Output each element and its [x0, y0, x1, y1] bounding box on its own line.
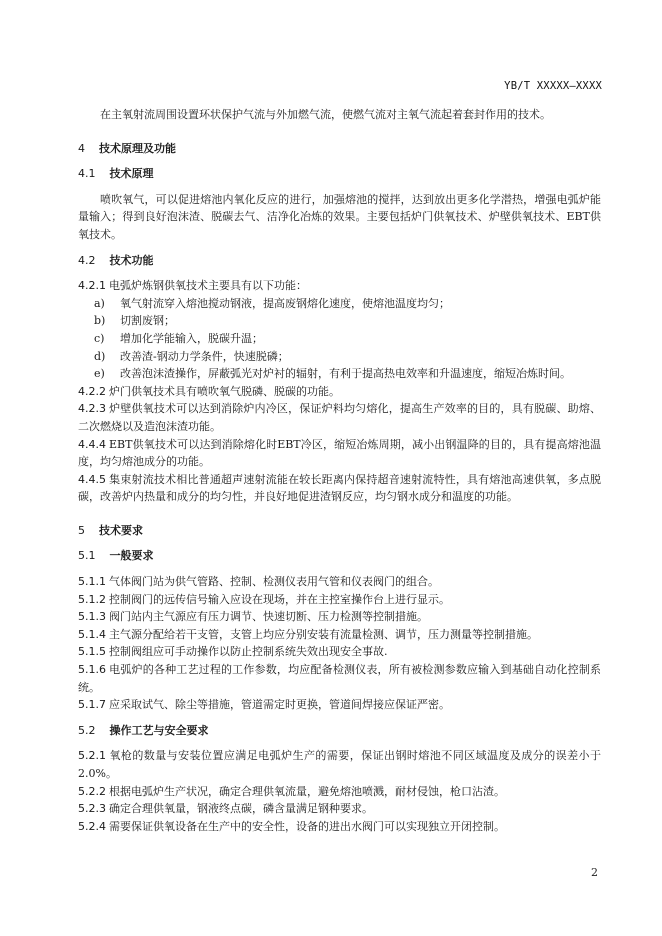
- intro-paragraph: 在主氧射流周围设置环状保护气流与外加燃气流，使燃气流对主氧气流起着套封作用的技术。: [100, 108, 551, 121]
- clause-text: 炉门供氧技术具有喷吹氧气脱磷、脱碳的功能。: [109, 384, 340, 398]
- section-5-heading: [78, 522, 601, 540]
- clause: [78, 436, 601, 471]
- clause: [78, 383, 601, 401]
- clause-number: 5.2.4: [78, 819, 106, 833]
- section-title: 一般要求: [109, 549, 154, 563]
- standard-code: YB/T XXXXX—XXXX: [504, 80, 602, 92]
- clause: [78, 626, 601, 644]
- section-title: 操作工艺与安全要求: [109, 723, 209, 737]
- section-4-1-text: 喷吹氧气，可以促进熔池内氧化反应的进行，加强熔池的搅拌，达到放出更多化学潜热，增强电弧炉能量输入；得到良好泡沫渣、脱碳去气、洁净化冶炼的效果。主要包括炉门供氧技术、炉壁供氧技术、EBT供氧技术。: [78, 192, 601, 241]
- clause: [78, 573, 601, 591]
- clause: [78, 471, 601, 506]
- list-text: 增加化学能输入，脱碳升温；: [120, 331, 263, 345]
- section-4-1-heading: [78, 165, 601, 183]
- list-item: [78, 330, 601, 348]
- clause: [78, 277, 601, 295]
- section-number: 4.1: [78, 167, 96, 181]
- clause-text: 电弧炉的各种工艺过程的工作参数，均应配备检测仪表，所有被检测参数应输入到基础自动化控制系统。: [78, 663, 601, 694]
- clause: [78, 818, 601, 836]
- clause: [78, 800, 601, 818]
- list-item: [78, 295, 601, 313]
- section-number: 4.2: [78, 253, 96, 267]
- clause: [78, 661, 601, 696]
- clause-text: 气体阀门站为供气管路、控制、检测仪表用气管和仪表阀门的组合。: [109, 575, 439, 589]
- clause-number: 4.2.1: [78, 279, 106, 293]
- clause-text: 确定合理供氧量，钢液终点碳，磷含量满足钢种要求。: [109, 802, 373, 816]
- clause-text: 电弧炉炼钢供氧技术主要具有以下功能：: [109, 279, 307, 293]
- list-marker: a): [94, 296, 105, 310]
- section-number: 4: [78, 141, 85, 155]
- document-body: [78, 106, 601, 835]
- section-title: 技术功能: [109, 253, 154, 267]
- clause-number: 5.1.2: [78, 592, 106, 606]
- clause: [78, 747, 601, 782]
- clause-text: EBT供氧技术可以达到消除熔化时EBT冷区，缩短冶炼周期，减小出钢温降的目的，具有提高熔池温度，均匀熔池成分的功能。: [78, 437, 601, 469]
- section-5-2-heading: [78, 722, 601, 740]
- clause-text: 控制阀组应可手动操作以防止控制系统失效出现安全事故.: [109, 645, 388, 659]
- page-number: 2: [591, 866, 598, 879]
- clause-text: 应采取试气、除尘等措施，管道需定时更换，管道间焊接应保证严密。: [109, 698, 450, 712]
- clause: [78, 400, 601, 435]
- clause-number: 5.1.6: [78, 663, 106, 677]
- list-marker: b): [94, 314, 106, 328]
- clause-number: 5.2.3: [78, 802, 106, 816]
- section-number: 5: [78, 523, 85, 537]
- list-item: [78, 312, 601, 330]
- clause-number: 5.1.5: [78, 645, 106, 659]
- list-marker: e): [94, 367, 105, 381]
- clause: [78, 783, 601, 801]
- section-title: 技术原理及功能: [99, 141, 176, 155]
- clause-text: 集束射流技术相比普通超声速射流能在较长距离内保持超音速射流特性，具有熔池高速供氧，多点脱碳，改善炉内热量和成分的均匀性，并良好地促进渣钢反应，均匀钢水成分和温度的功能。: [78, 472, 601, 504]
- clause-text: 氧枪的数量与安装位置应满足电弧炉生产的需要，保证出钢时熔池不同区域温度及成分的误差小于2.0%。: [78, 749, 601, 780]
- list-item: [78, 348, 601, 366]
- list-text: 改善泡沫渣操作，屏蔽弧光对炉衬的辐射，有利于提高热电效率和升温速度，缩短冶炼时间。: [120, 367, 571, 381]
- clause-text: 阀门站内主气源应有压力调节、快速切断、压力检测等控制措施。: [109, 610, 428, 624]
- clause-number: 5.2.2: [78, 784, 106, 798]
- clause: [78, 696, 601, 714]
- section-title: 技术原理: [109, 167, 154, 181]
- section-4-heading: [78, 140, 601, 158]
- clause-number: 5.1.3: [78, 610, 106, 624]
- clause-text: 炉壁供氧技术可以达到消除炉内冷区，保证炉料均匀熔化，提高生产效率的目的，具有脱碳、助熔、二次燃烧以及造泡沫渣功能。: [78, 402, 601, 433]
- clause-text: 主气源分配给若干支管，支管上均应分别安装有流量检测、调节，压力测量等控制措施。: [109, 627, 538, 641]
- clause-number: 4.2.3: [78, 402, 106, 416]
- list-marker: c): [94, 331, 105, 345]
- clause-number: 5.2.1: [78, 749, 106, 763]
- clause-text: 控制阀门的远传信号输入应设在现场，并在主控室操作台上进行显示。: [109, 592, 450, 606]
- section-4-2-heading: [78, 252, 601, 270]
- clause-number: 5.1.7: [78, 698, 106, 712]
- clause: [78, 608, 601, 626]
- list-item: [78, 365, 601, 383]
- section-number: 5.1: [78, 549, 96, 563]
- clause-text: 需要保证供氧设备在生产中的安全性，设备的进出水阀门可以实现独立开闭控制。: [109, 819, 505, 833]
- list-text: 切割废钢；: [120, 314, 175, 328]
- clause-number: 4.2.2: [78, 384, 106, 398]
- list-text: 氧气射流穿入熔池搅动钢液，提高废钢熔化速度，使熔池温度均匀；: [120, 296, 450, 310]
- clause-number: 5.1.1: [78, 575, 106, 589]
- clause-number: 4.4.5: [78, 472, 106, 486]
- section-title: 技术要求: [99, 523, 143, 537]
- list-marker: d): [94, 349, 106, 363]
- clause-number: 5.1.4: [78, 627, 106, 641]
- clause: [78, 591, 601, 609]
- section-5-1-heading: [78, 547, 601, 565]
- list-text: 改善渣-钢动力学条件，快速脱磷；: [120, 349, 289, 363]
- clause-text: 根据电弧炉生产状况，确定合理供氧流量，避免熔池喷溅，耐材侵蚀，枪口沾渣。: [109, 784, 505, 798]
- section-number: 5.2: [78, 723, 96, 737]
- clause: [78, 643, 601, 661]
- clause-number: 4.4.4: [78, 437, 106, 451]
